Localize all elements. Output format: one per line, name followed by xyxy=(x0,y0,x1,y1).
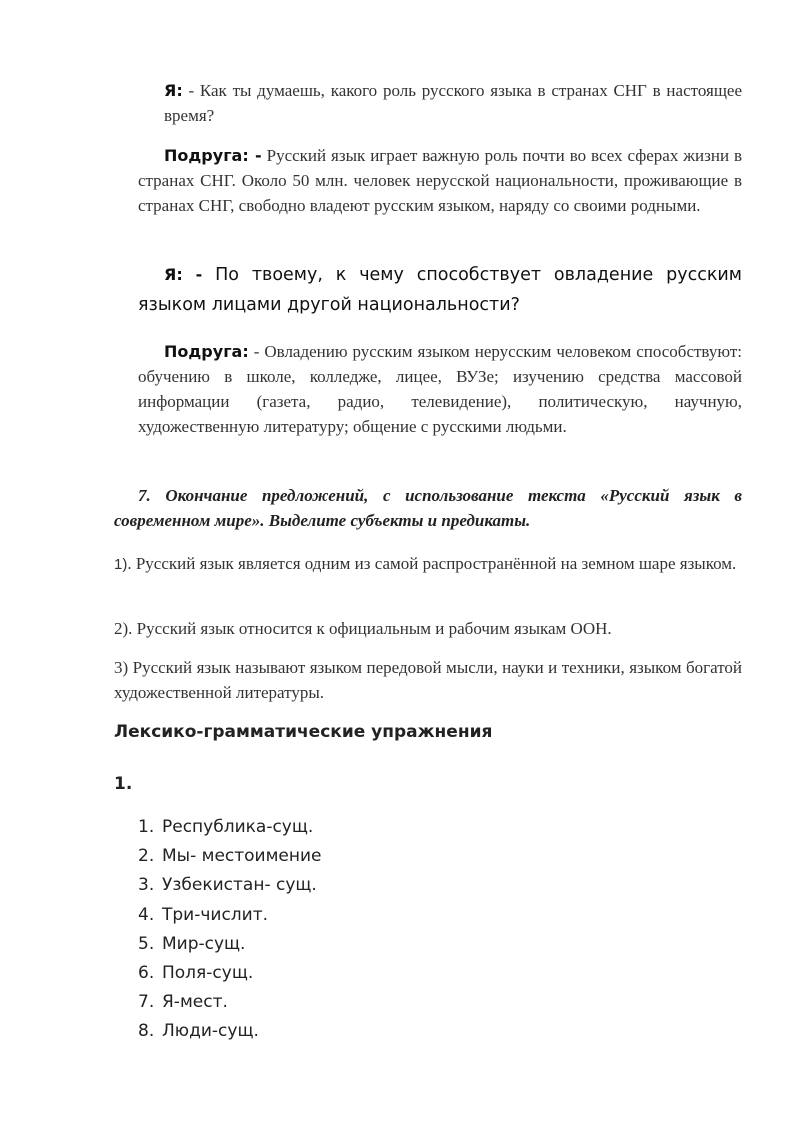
dialogue-text: По твоему, к чему способствует овладение русским языком лицами другой национальности? xyxy=(138,265,742,315)
sentence-text: . Русский язык является одним из самой распространённой на земном шаре языком. xyxy=(127,554,737,573)
item-text: Три-числит. xyxy=(162,904,269,925)
speaker-label: Я: xyxy=(164,81,183,100)
list-item xyxy=(138,813,538,842)
speaker-label: Подруга: - xyxy=(164,146,262,165)
list-item xyxy=(138,871,538,900)
item-text: Республика-сущ. xyxy=(162,817,314,837)
dialogue-text: - Овладению русским языком нерусским человеком способствуют: обучению в школе, колледже, лицее, ВУЗе; изучению средства массовой информации (газета, радио, телевидение), политическую, научную, художественную литературу; общение с русскими людьми. xyxy=(138,342,743,436)
item-number: 7. xyxy=(138,992,155,1013)
sentence-1 xyxy=(114,551,742,577)
sentence-text: . Русский язык относится к официальным и рабочим языкам ООН. xyxy=(128,619,612,638)
item-text: Узбекистан- сущ. xyxy=(162,875,317,896)
sentence-text: Русский язык называют языком передовой мысли, науки и техники, языком богатой художественной литературы. xyxy=(114,658,742,702)
item-number: 6. xyxy=(138,963,155,984)
speaker-label: Я: - xyxy=(164,265,203,284)
sentence-number: 2) xyxy=(114,619,129,638)
item-number: 2. xyxy=(138,846,155,867)
item-number: 1. xyxy=(138,817,155,837)
dialogue-text: Русский язык играет важную роль почти во всех сферах жизни в странах СНГ. Около 50 млн. человек нерусской национальности, проживающие в странах СНГ, свободно владеют русским языком, наряду со своими родными. xyxy=(138,146,743,215)
item-text: Поля-сущ. xyxy=(162,963,254,984)
item-number: 5. xyxy=(138,933,155,954)
exercise-list xyxy=(138,813,538,1047)
sentence-number: 3) xyxy=(114,658,129,677)
dialogue-line-1 xyxy=(164,78,742,128)
section-heading: Лексико-грамматические упражнения xyxy=(114,722,493,742)
item-number: 3. xyxy=(138,875,155,896)
dialogue-line-2 xyxy=(138,143,742,218)
dialogue-line-4 xyxy=(138,339,742,439)
sentence-number: 1) xyxy=(114,556,128,573)
exercise-number: 1. xyxy=(114,774,133,794)
task-7-heading: 7. Окончание предложений, с использование текста «Русский язык в современном мире». Выделите субъекты и предикаты. xyxy=(114,486,742,530)
item-text: Мы- местоимение xyxy=(162,846,322,867)
item-number: 8. xyxy=(138,1021,155,1042)
item-text: Я-мест. xyxy=(162,992,228,1013)
speaker-label: Подруга: xyxy=(164,342,249,361)
item-number: 4. xyxy=(138,904,155,925)
dialogue-text: - Как ты думаешь, какого роль русского языка в странах СНГ в настоящее время? xyxy=(164,81,742,125)
item-text: Мир-сущ. xyxy=(162,933,246,954)
item-text: Люди-сущ. xyxy=(162,1021,259,1042)
list-item xyxy=(138,988,538,1017)
list-item xyxy=(138,901,538,930)
dialogue-line-3 xyxy=(138,260,742,320)
list-item xyxy=(138,959,538,988)
sentence-2 xyxy=(114,616,742,641)
sentence-3 xyxy=(114,655,742,705)
list-item xyxy=(138,842,538,871)
list-item xyxy=(138,930,538,959)
list-item xyxy=(138,1017,538,1046)
